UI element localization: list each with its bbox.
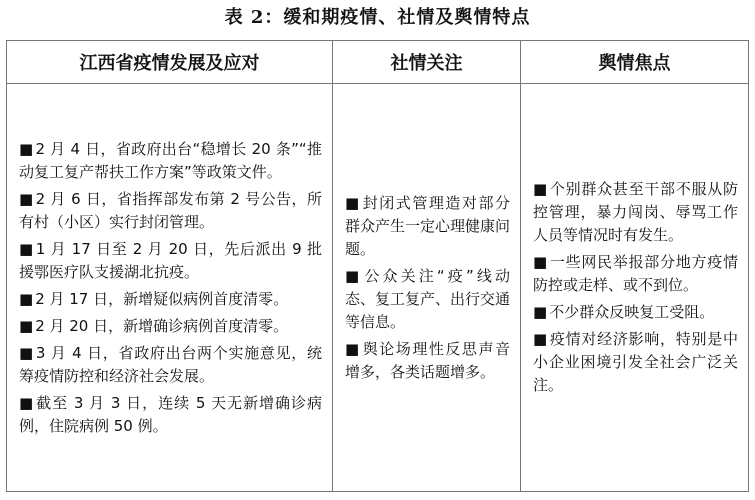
list-item: ■ 2 月 17 日，新增疑似病例首度清零。 <box>19 288 322 311</box>
features-table <box>6 40 749 492</box>
header-public-opinion: 舆情焦点 <box>521 41 749 84</box>
list-item: ■ 疫情对经济影响，特别是中小企业困境引发全社会广泛关注。 <box>533 328 738 397</box>
list-item: ■ 个别群众甚至干部不服从防控管理，暴力闯岗、辱骂工作人员等情况时有发生。 <box>533 178 738 247</box>
cell-public-opinion <box>521 84 749 492</box>
list-item: ■ 舆论场理性反思声音增多，各类话题增多。 <box>345 338 510 384</box>
table-caption: 表 2：缓和期疫情、社情及舆情特点 <box>224 7 531 28</box>
header-epidemic-response: 江西省疫情发展及应对 <box>7 41 333 84</box>
list-item: ■ 截至 3 月 3 日，连续 5 天无新增确诊病例，住院病例 50 例。 <box>19 392 322 438</box>
list-item: ■ 一些网民举报部分地方疫情防控或走样、或不到位。 <box>533 251 738 297</box>
list-item: ■ 2 月 6 日，省指挥部发布第 2 号公告，所有村（小区）实行封闭管理。 <box>19 188 322 234</box>
list-item: ■ 公众关注“疫”线动态、复工复产、出行交通等信息。 <box>345 265 510 334</box>
cell-social-concern <box>333 84 521 492</box>
header-row <box>7 41 749 84</box>
cell-epidemic-response <box>7 84 333 492</box>
header-social-concern: 社情关注 <box>333 41 521 84</box>
list-item: ■ 2 月 4 日，省政府出台“稳增长 20 条”“推动复工复产帮扶工作方案”等政策文件。 <box>19 138 322 184</box>
list-item: ■ 不少群众反映复工受阻。 <box>533 301 738 324</box>
list-item: ■ 封闭式管理造对部分群众产生一定心理健康问题。 <box>345 192 510 261</box>
list-item: ■ 2 月 20 日，新增确诊病例首度清零。 <box>19 315 322 338</box>
list-item: ■ 1 月 17 日至 2 月 20 日，先后派出 9 批援鄂医疗队支援湖北抗疫。 <box>19 238 322 284</box>
list-item: ■ 3 月 4 日，省政府出台两个实施意见，统筹疫情防控和经济社会发展。 <box>19 342 322 388</box>
content-row <box>7 84 749 492</box>
